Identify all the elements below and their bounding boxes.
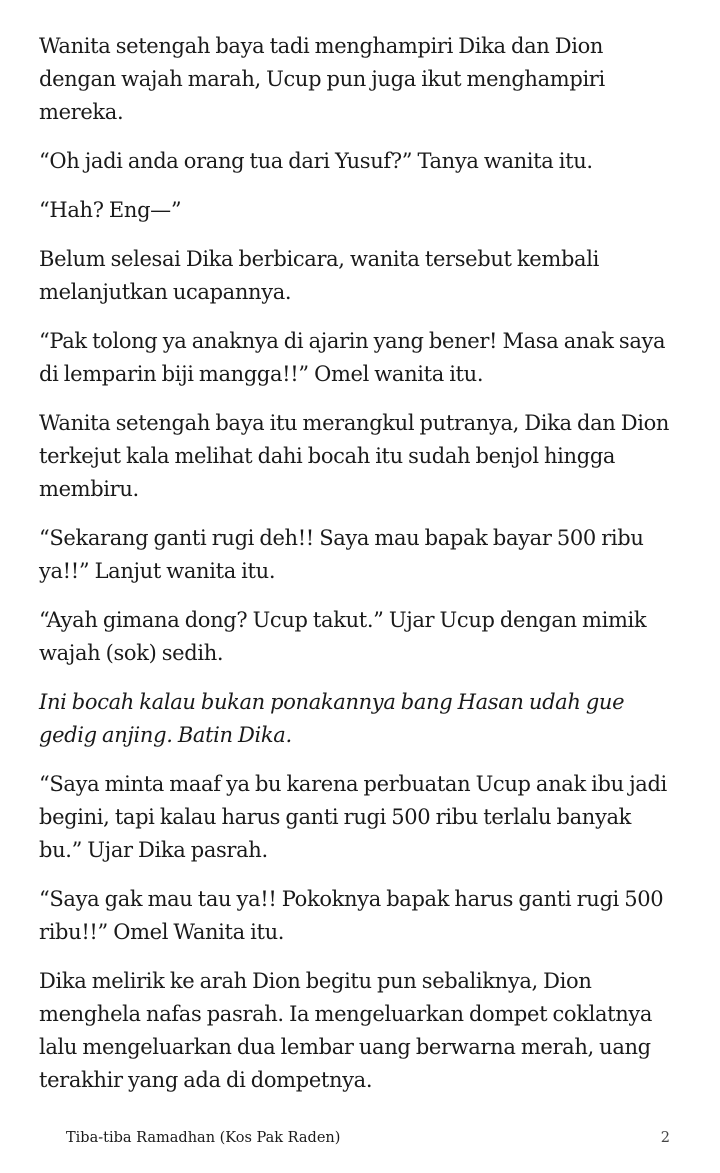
paragraph: “Ayah gimana dong? Ucup takut.” Ujar Ucup dengan mimik wajah (sok) sedih.	[39, 608, 647, 665]
paragraph: Wanita setengah baya itu merangkul putranya, Dika dan Dion terkejut kala melihat dahi bocah itu sudah benjol hingga membiru.	[39, 411, 670, 501]
paragraph: “Pak tolong ya anaknya di ajarin yang bener! Masa anak saya di lemparin biji mangga!!” Omel wanita itu.	[39, 329, 666, 386]
page-footer	[66, 1130, 670, 1154]
paragraph: Belum selesai Dika berbicara, wanita tersebut kembali melanjutkan ucapannya.	[39, 247, 599, 304]
page-number: 2	[660, 1130, 670, 1146]
paragraph: “Saya minta maaf ya bu karena perbuatan Ucup anak ibu jadi begini, tapi kalau harus ganti rugi 500 ribu terlalu banyak bu.” Ujar Dika pasrah.	[39, 772, 667, 862]
paragraph: Dika melirik ke arah Dion begitu pun sebaliknya, Dion menghela nafas pasrah. Ia mengeluarkan dompet coklatnya lalu mengeluarkan dua lembar uang berwarna merah, uang terakhir yang ada di dompetnya.	[39, 969, 653, 1092]
paragraph: “Saya gak mau tau ya!! Pokoknya bapak harus ganti rugi 500 ribu!!” Omel Wanita itu.	[39, 887, 664, 944]
body-text	[39, 30, 671, 1113]
paragraph: “Oh jadi anda orang tua dari Yusuf?” Tanya wanita itu.	[39, 149, 593, 173]
paragraph: Wanita setengah baya tadi menghampiri Dika dan Dion dengan wajah marah, Ucup pun juga ikut menghampiri mereka.	[39, 34, 605, 124]
paragraph: “Sekarang ganti rugi deh!! Saya mau bapak bayar 500 ribu ya!!” Lanjut wanita itu.	[39, 526, 644, 583]
paragraph: “Hah? Eng—”	[39, 198, 182, 222]
inner-thought-paragraph: Ini bocah kalau bukan ponakannya bang Hasan udah gue gedig anjing. Batin Dika.	[39, 690, 625, 747]
footer-book-title: Tiba-tiba Ramadhan (Kos Pak Raden)	[66, 1130, 341, 1146]
